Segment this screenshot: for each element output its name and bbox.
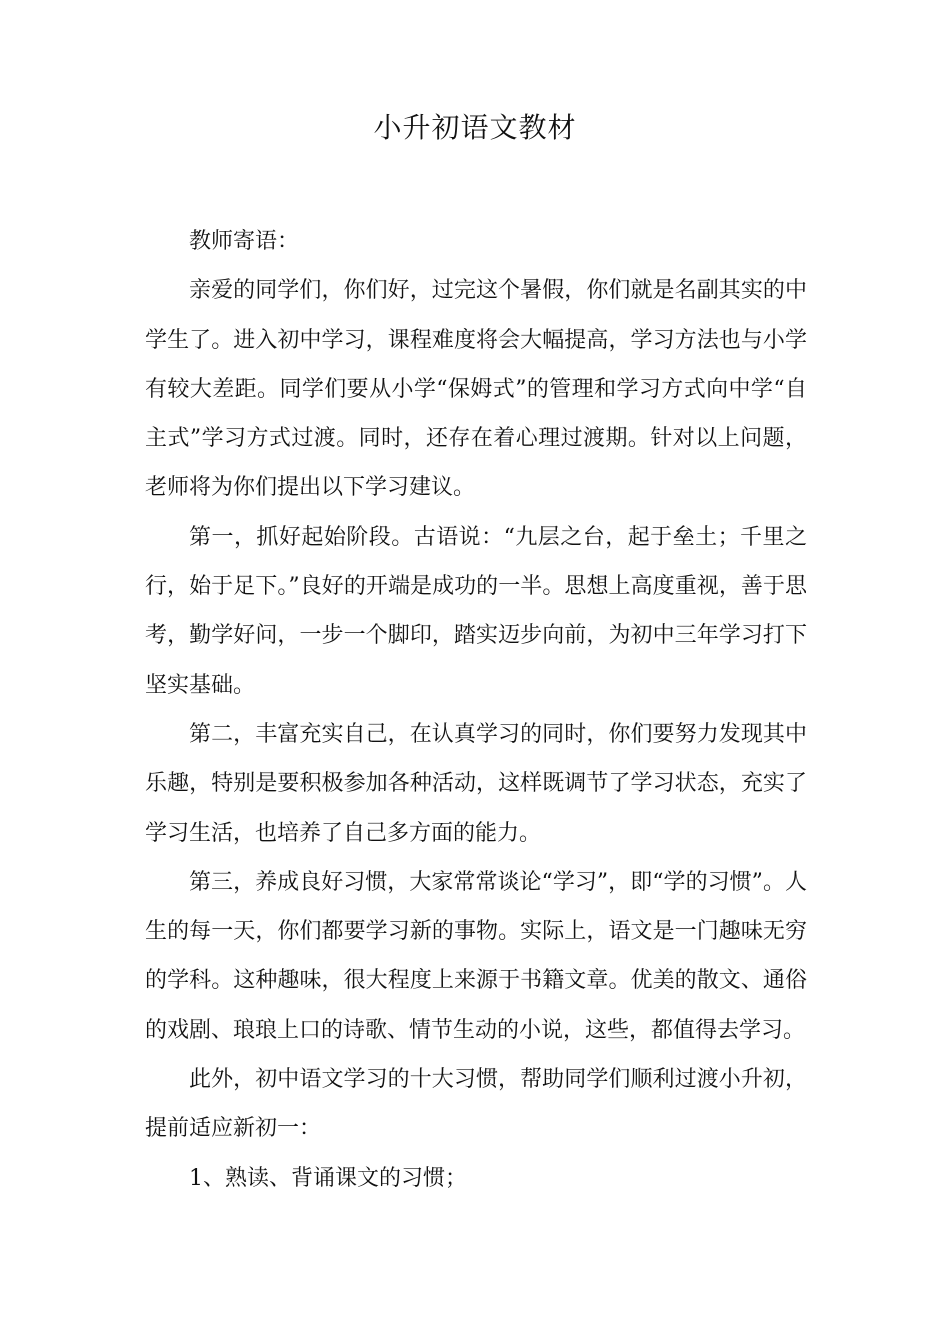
paragraph-intro: 亲爱的同学们，你们好，过完这个暑假，你们就是名副其实的中学生了。进入初中学习，课程难度将会大幅提高，学习方法也与小学有较大差距。同学们要从小学“保姆式”的管理和学习方式向中学“自主式”学习方式过渡。同时，还存在着心理过渡期。针对以上问题，老师将为你们提出以下学习建议。 [145, 278, 807, 501]
greeting-heading: 教师寄语： [189, 229, 300, 254]
paragraph-first: 第一，抓好起始阶段。古语说：“九层之台，起于垒土；千里之行，始于足下。”良好的开端是成功的一半。思想上高度重视，善于思考，勤学好问，一步一个脚印，踏实迈步向前，为初中三年学习打下坚实基础。 [145, 524, 807, 698]
paragraph-second: 第二，丰富充实自己，在认真学习的同时，你们要努力发现其中乐趣，特别是要积极参加各种活动，这样既调节了学习状态，充实了学习生活，也培养了自己多方面的能力。 [145, 721, 807, 846]
list-item-habit-1: 1、熟读、背诵课文的习惯； [189, 1165, 467, 1191]
document-title: 小升初语文教材 [373, 111, 577, 144]
document-body [145, 217, 807, 1203]
paragraph-third: 第三，养成良好习惯，大家常常谈论“学习”，即“学的习惯”。人生的每一天，你们都要学习新的事物。实际上，语文是一门趣味无穷的学科。这种趣味，很大程度上来源于书籍文章。优美的散文、通俗的戏剧、琅琅上口的诗歌、情节生动的小说，这些，都值得去学习。 [145, 869, 807, 1043]
paragraph-habits-intro: 此外，初中语文学习的十大习惯，帮助同学们顺利过渡小升初，提前适应新初一： [145, 1067, 807, 1142]
